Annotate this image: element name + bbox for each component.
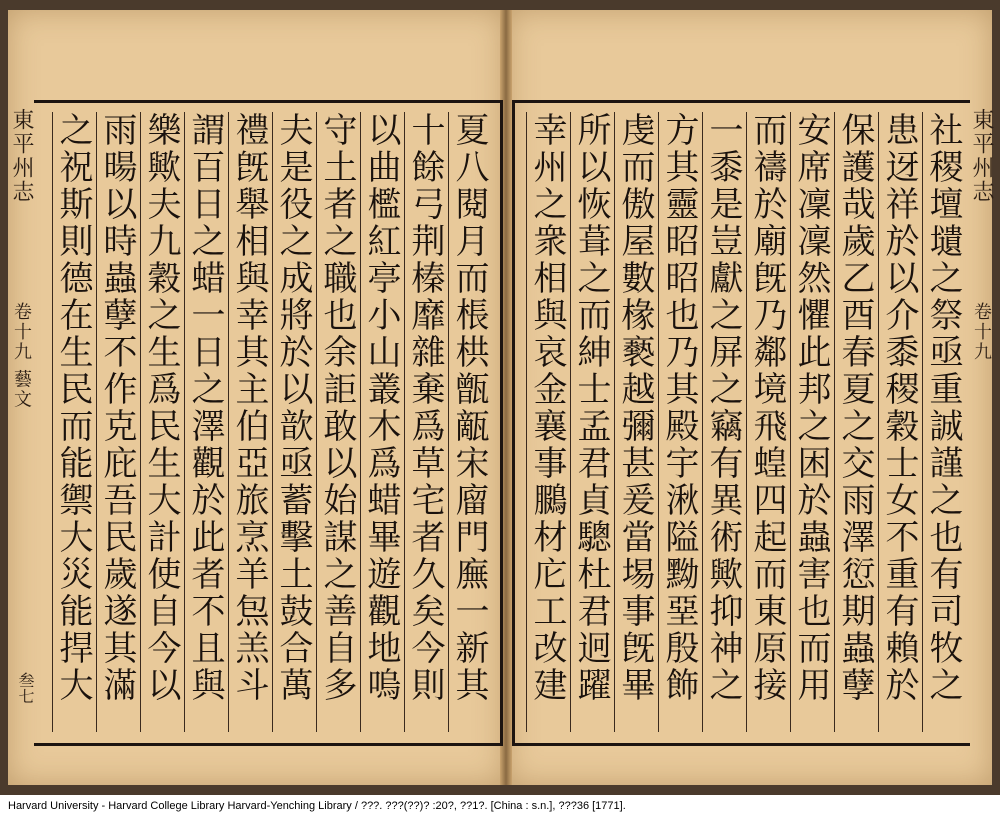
left-column-6: 夫是役之成將於以歆亟蓄擊土鼓合萬 [272,112,313,732]
left-header-title: 東平州志 [9,108,34,204]
left-column-10: 夏八閱月而棖栱甑甋宋廇門廡一新其 [448,112,489,732]
right-column-2: 患迓祥於以介黍稷穀士女不重有賴於 [878,112,919,732]
left-column-1: 之祝斯則德在生民而能禦大災能捍大 [52,112,93,732]
right-column-7: 方其靈昭昭也乃其殿宇湫隘黝堊殷飾 [658,112,699,732]
right-header-strip [968,102,998,738]
right-column-3: 保護哉歲乙酉春夏之交雨澤愆期蟲孽 [834,112,875,732]
left-header-subtitle: 卷十九 藝文 [11,302,32,410]
left-header-strip [6,102,36,738]
image-caption: Harvard University - Harvard College Library Harvard-Yenching Library / ???. ???(??)? :20?, ??1?. [China : s.n.], ???36 [1771]. [8,800,626,812]
right-column-9: 所以恢葺之而紳士孟君貞驄杜君迥躍 [570,112,611,732]
right-column-1: 社稷壇壝之祭亟重誠謹之也有司牧之 [922,112,963,732]
left-column-7: 守土者之職也余詎敢以始謀之善自多 [316,112,357,732]
left-column-5: 禮旣舉相與幸其主伯亞旅烹羊炰羔斗 [228,112,269,732]
right-column-8: 虔而傲屋數椽褻越彌甚爰當埸事旣畢 [614,112,655,732]
right-column-6: 一黍是豈獻之屏之竊有異術歟抑神之 [702,112,743,732]
right-column-5: 而禱於廟旣乃鄰境飛蝗四起而東原接 [746,112,787,732]
left-column-9: 十餘弓荆榛靡雜棄爲草宅者久矣今則 [404,112,445,732]
right-header-subtitle: 卷十九 [971,302,992,362]
left-column-2: 雨暘以時蟲孽不作克庇吾民歲遂其滿 [96,112,137,732]
right-column-4: 安席凜凜然懼此邦之困於蟲害也而用 [790,112,831,732]
left-column-4: 謂百日之蜡一日之澤觀於此者不且與 [184,112,225,732]
right-column-10: 幸州之衆相與哀金襄事鵩材庀工改建 [526,112,567,732]
left-page-number: 叁七 [16,672,35,704]
left-column-3: 樂歟夫九穀之生爲民生大計使自今以 [140,112,181,732]
left-column-8: 以曲檻紅亭小山叢木爲蜡畢遊觀地嗚 [360,112,401,732]
right-header-title: 東平州志 [969,108,994,204]
